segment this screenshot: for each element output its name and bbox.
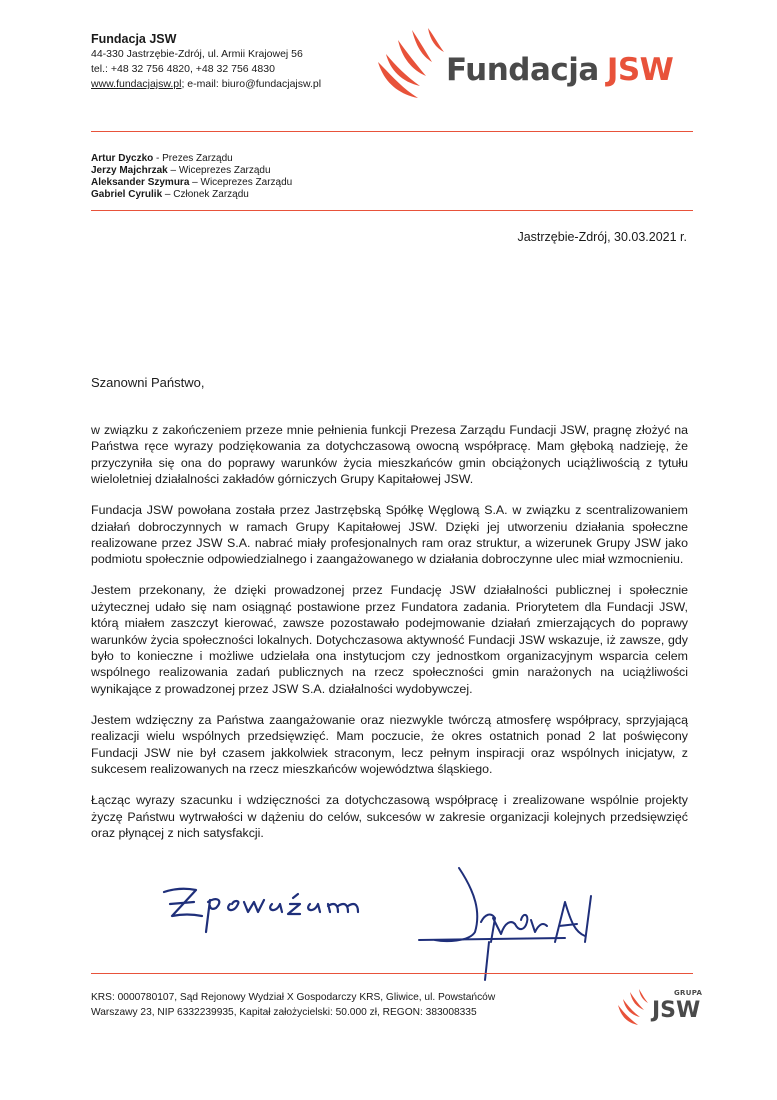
organization-name: Fundacja JSW <box>91 32 177 46</box>
logo-word-jsw: JSW <box>606 52 674 88</box>
logo-wordmark <box>446 52 673 88</box>
organization-phone: tel.: +48 32 756 4820, +48 32 756 4830 <box>91 63 275 75</box>
board-members <box>91 153 292 201</box>
organization-address: 44-330 Jastrzębie-Zdrój, ul. Armii Krajowej 56 <box>91 48 303 60</box>
paragraph: Fundacja JSW powołana została przez Jastrzębską Spółkę Węglową S.A. w związku z scentralizowaniem działań dobroczynnych w ramach Grupy Kapitałowej JSW. Dzięki jej utworzeniu działania społeczne realizowane przez JSW S.A. nabrać miały profesjonalnych ram oraz struktur, a wizerunek Grupy JSW jako podmiotu społecznie odpowiedzialnego i zaangażowanego w działania dobroczynne ulec miał wzmocnieniu. <box>91 503 688 567</box>
footer-divider <box>91 973 693 974</box>
board-member: Gabriel Cyrulik – Członek Zarządu <box>91 189 249 200</box>
salutation: Szanowni Państwo, <box>91 375 205 390</box>
organization-contact <box>91 77 321 92</box>
handwritten-signature <box>415 862 615 982</box>
flame-petals-icon <box>372 24 452 110</box>
paragraph: Łącząc wyrazy szacunku i wdzięczności za dotychczasową współpracę i zrealizowane wspólnie projekty życzę Państwu wytrwałości w dążeniu do celów, sukcesów w zakresie organizacji kolejnych przedsięwzięć oraz płynącej z nich satysfakcji. <box>91 793 688 840</box>
letter-body <box>91 422 688 856</box>
footer-line: Warszawy 23, NIP 6332239935, Kapitał założycielski: 50.000 zł, REGON: 383008335 <box>91 1007 477 1018</box>
website-link[interactable]: www.fundacjajsw.pl <box>91 78 182 90</box>
board-member: Jerzy Majchrzak – Wiceprezes Zarządu <box>91 165 271 176</box>
board-member: Aleksander Szymura – Wiceprezes Zarządu <box>91 177 293 188</box>
logo-jsw-text: JSW <box>652 998 701 1023</box>
paragraph: Jestem wdzięczny za Państwa zaangażowanie oraz niezwykle twórczą atmosferę współpracy, sprzyjającą realizacji wielu wspólnych przedsięwzięć. Mam poczucie, że okres ostatnich ponad 2 lat poświęcony Fundacji JSW nie był czasem jakkolwiek straconym, lecz pełnym inspiracji oraz wspólnych inicjatyw, z sukcesem realizowanych na rzecz mieszkańców województwa śląskiego. <box>91 712 688 777</box>
header-divider <box>91 131 693 132</box>
handwritten-closing <box>150 870 380 940</box>
fundacja-jsw-logo <box>372 24 672 110</box>
logo-word-fundacja: Fundacja <box>446 52 599 88</box>
flame-petals-icon <box>614 987 654 1033</box>
organization-details <box>91 31 321 92</box>
letter-date: Jastrzębie-Zdrój, 30.03.2021 r. <box>517 230 687 244</box>
board-divider <box>91 210 693 211</box>
footer-line: KRS: 0000780107, Sąd Rejonowy Wydział X Gospodarczy KRS, Gliwice, ul. Powstańców <box>91 992 496 1003</box>
grupa-jsw-logo <box>612 985 702 1035</box>
logo-grupa-text: GRUPA <box>674 989 703 997</box>
board-member: Artur Dyczko - Prezes Zarządu <box>91 153 233 164</box>
paragraph: Jestem przekonany, że dzięki prowadzonej przez Fundację JSW działalności publicznej i społecznie użytecznej udało się nam osiągnąć postawione przez Fundatora zadania. Priorytetem dla Fundacji JSW, którą miałem zaszczyt kierować, zawsze pozostawało podejmowanie działań zmierzających do poprawy warunków życia społeczności lokalnych. Dotychczasowa aktywność Fundacji JSW wskazuje, iż zawsze, gdy było to konieczne i możliwe udzielała ona instytucjom czy jednostkom organizacyjnym wsparcia celem wspólnego realizowania zadań publicznych na rzecz społeczności gmin narażonych na uciążliwości wynikające z prowadzonej przez JSW S.A. działalności wydobywczej. <box>91 583 688 696</box>
email-text: ; e-mail: biuro@fundacjajsw.pl <box>181 78 322 90</box>
paragraph: w związku z zakończeniem przeze mnie pełnienia funkcji Prezesa Zarządu Fundacji JSW, pragnę złożyć na Państwa ręce wyrazy podziękowania za dotychczasową owocną współpracę. Mam głęboką nadzieję, że przyczyniła się ona do poprawy warunków życia mieszkańców gmin obciążonych uciążliwością z tytułu wieloletniej działalności zakładów górniczych Grupy Kapitałowej JSW. <box>91 423 688 487</box>
footer-registration <box>91 990 561 1020</box>
